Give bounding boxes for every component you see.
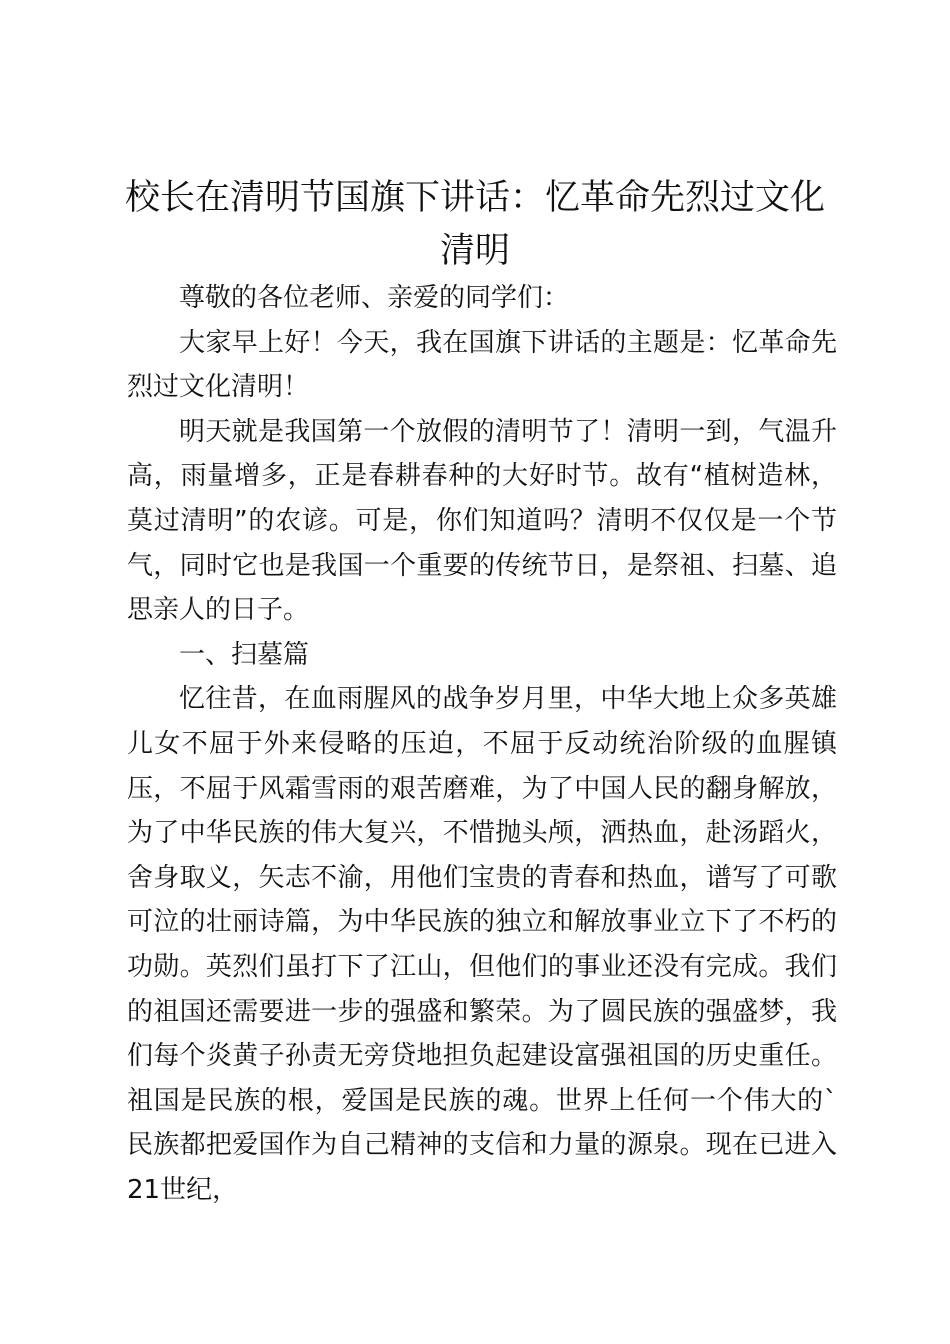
- salutation-paragraph: 尊敬的各位老师、亲爱的同学们：: [179, 283, 570, 313]
- document-title: 校长在清明节国旗下讲话：忆革命先烈过文化清明: [124, 178, 825, 271]
- greeting-paragraph: 大家早上好！今天，我在国旗下讲话的主题是：忆革命先烈过文化清明！: [127, 327, 837, 403]
- intro-paragraph: 明天就是我国第一个放假的清明节了！清明一到，气温升高，雨量增多，正是春耕春种的大好时节。故有“植树造林，莫过清明”的农谚。可是，你们知道吗？清明不仅仅是一个节气，同时它也是我国一个重要的传统节日，是祭祖、扫墓、追思亲人的日子。: [127, 416, 837, 626]
- document-body: [127, 276, 837, 1212]
- body-paragraph: 忆往昔，在血雨腥风的战争岁月里，中华大地上众多英雄儿女不屈于外来侵略的压迫，不屈于反动统治阶级的血腥镇压，不屈于风霜雪雨的艰苦磨难，为了中国人民的翻身解放，为了中华民族的伟大复兴，不惜抛头颅，洒热血，赴汤蹈火，舍身取义，矢志不渝，用他们宝贵的青春和热血，谱写了可歌可泣的壮丽诗篇，为中华民族的独立和解放事业立下了不朽的功勋。英烈们虽打下了江山，但他们的事业还没有完成。我们的祖国还需要进一步的强盛和繁荣。为了圆民族的强盛梦，我们每个炎黄子孙责无旁贷地担负起建设富强祖国的历史重任。祖国是民族的根，爱国是民族的魂。世界上任何一个伟大的`民族都把爱国作为自己精神的支信和力量的源泉。现在已进入21世纪，: [127, 684, 837, 1205]
- section-heading: 一、扫墓篇: [179, 639, 310, 670]
